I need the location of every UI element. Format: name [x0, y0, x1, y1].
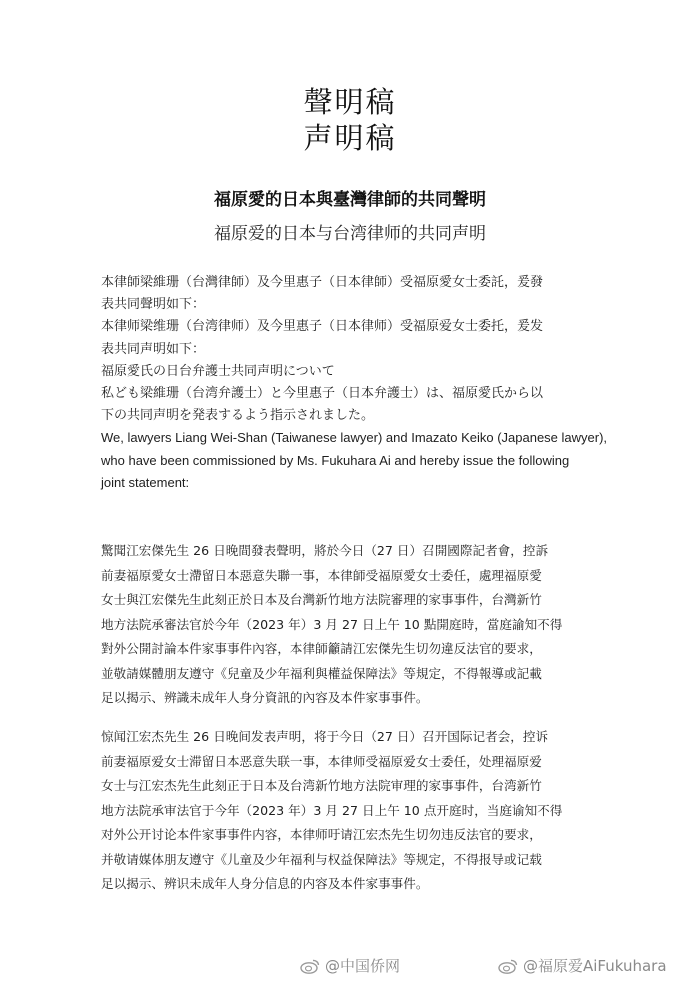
watermark-right — [498, 955, 667, 976]
paragraph-line: 並敬請媒體朋友遵守《兒童及少年福利與權益保障法》等規定，不得報導或記載 — [101, 665, 542, 681]
intro-simplified-line: 表共同声明如下： — [101, 341, 206, 357]
intro-japanese-line: 下の共同声明を発表するよう指示されました。 — [101, 408, 375, 424]
weibo-icon — [498, 958, 518, 974]
intro-block — [101, 272, 611, 494]
subtitle-traditional: 福原愛的日本與臺灣律師的共同聲明 — [214, 190, 486, 210]
paragraph-line: 地方法院承审法官于今年（2023 年）3 月 27 日上午 10 点开庭时，当庭谕知不得 — [101, 802, 563, 818]
intro-english-line: who have been commissioned by Ms. Fukuhara Ai and hereby issue the following — [101, 452, 570, 468]
subtitle-simplified: 福原爱的日本与台湾律师的共同声明 — [214, 224, 486, 244]
intro-simplified-line: 本律师梁维珊（台湾律师）及今里惠子（日本律师）受福原爱女士委托，爰发 — [101, 319, 544, 335]
paragraph-line: 并敬请媒体朋友遵守《儿童及少年福利与权益保障法》等规定，不得报导或记载 — [101, 851, 542, 867]
paragraph-line: 女士與江宏傑先生此刻正於日本及台灣新竹地方法院審理的家事事件，台灣新竹 — [101, 592, 542, 607]
weibo-icon — [300, 958, 320, 974]
watermark-left-text: @中国侨网 — [325, 957, 401, 975]
paragraph-simplified — [101, 725, 611, 897]
paragraph-traditional — [101, 539, 611, 711]
intro-traditional-line: 表共同聲明如下： — [101, 297, 206, 313]
paragraph-line: 前妻福原爱女士滞留日本恶意失联一事，本律师受福原爱女士委任，处理福原爱 — [101, 753, 542, 769]
intro-japanese-line: 私ども梁維珊（台湾弁護士）と今里惠子（日本弁護士）は、福原愛氏から以 — [101, 386, 544, 402]
paragraph-line: 對外公開討論本件家事事件內容，本律師籲請江宏傑先生切勿違反法官的要求， — [101, 641, 542, 656]
intro-english-line: joint statement: — [101, 474, 190, 490]
intro-japanese-line: 福原愛氏の日台弁護士共同声明について — [101, 363, 335, 379]
intro-english-line: We, lawyers Liang Wei-Shan (Taiwanese lawyer) and Imazato Keiko (Japanese lawyer), — [101, 430, 608, 446]
paragraph-line: 地方法院承審法官於今年（2023 年）3 月 27 日上午 10 點開庭時，當庭諭知不得 — [101, 616, 563, 632]
intro-traditional-line: 本律師梁維珊（台灣律師）及今里惠子（日本律師）受福原愛女士委託，爰發 — [101, 275, 544, 290]
title-simplified: 声明稿 — [303, 121, 397, 155]
paragraph-line: 足以揭示、辨識未成年人身分資訊的內容及本件家事事件。 — [101, 690, 429, 705]
paragraph-line: 女士与江宏杰先生此刻正于日本及台湾新竹地方法院审理的家事事件，台湾新竹 — [101, 778, 542, 793]
paragraph-line: 驚聞江宏傑先生 26 日晚間發表聲明，將於今日（27 日）召開國際記者會，控訴 — [101, 543, 549, 558]
paragraph-line: 惊闻江宏杰先生 26 日晚间发表声明，将于今日（27 日）召开国际记者会，控诉 — [101, 729, 549, 744]
paragraph-line: 对外公开讨论本件家事事件内容，本律师吁请江宏杰先生切勿违反法官的要求， — [101, 827, 542, 842]
watermark-right-text: @福原爱AiFukuhara — [523, 957, 667, 975]
paragraph-line: 足以揭示、辨识未成年人身分信息的内容及本件家事事件。 — [101, 876, 429, 891]
title-traditional: 聲明稿 — [303, 85, 397, 119]
watermark-left — [300, 955, 400, 976]
paragraph-line: 前妻福原愛女士滯留日本惡意失聯一事，本律師受福原愛女士委任，處理福原愛 — [101, 567, 542, 583]
